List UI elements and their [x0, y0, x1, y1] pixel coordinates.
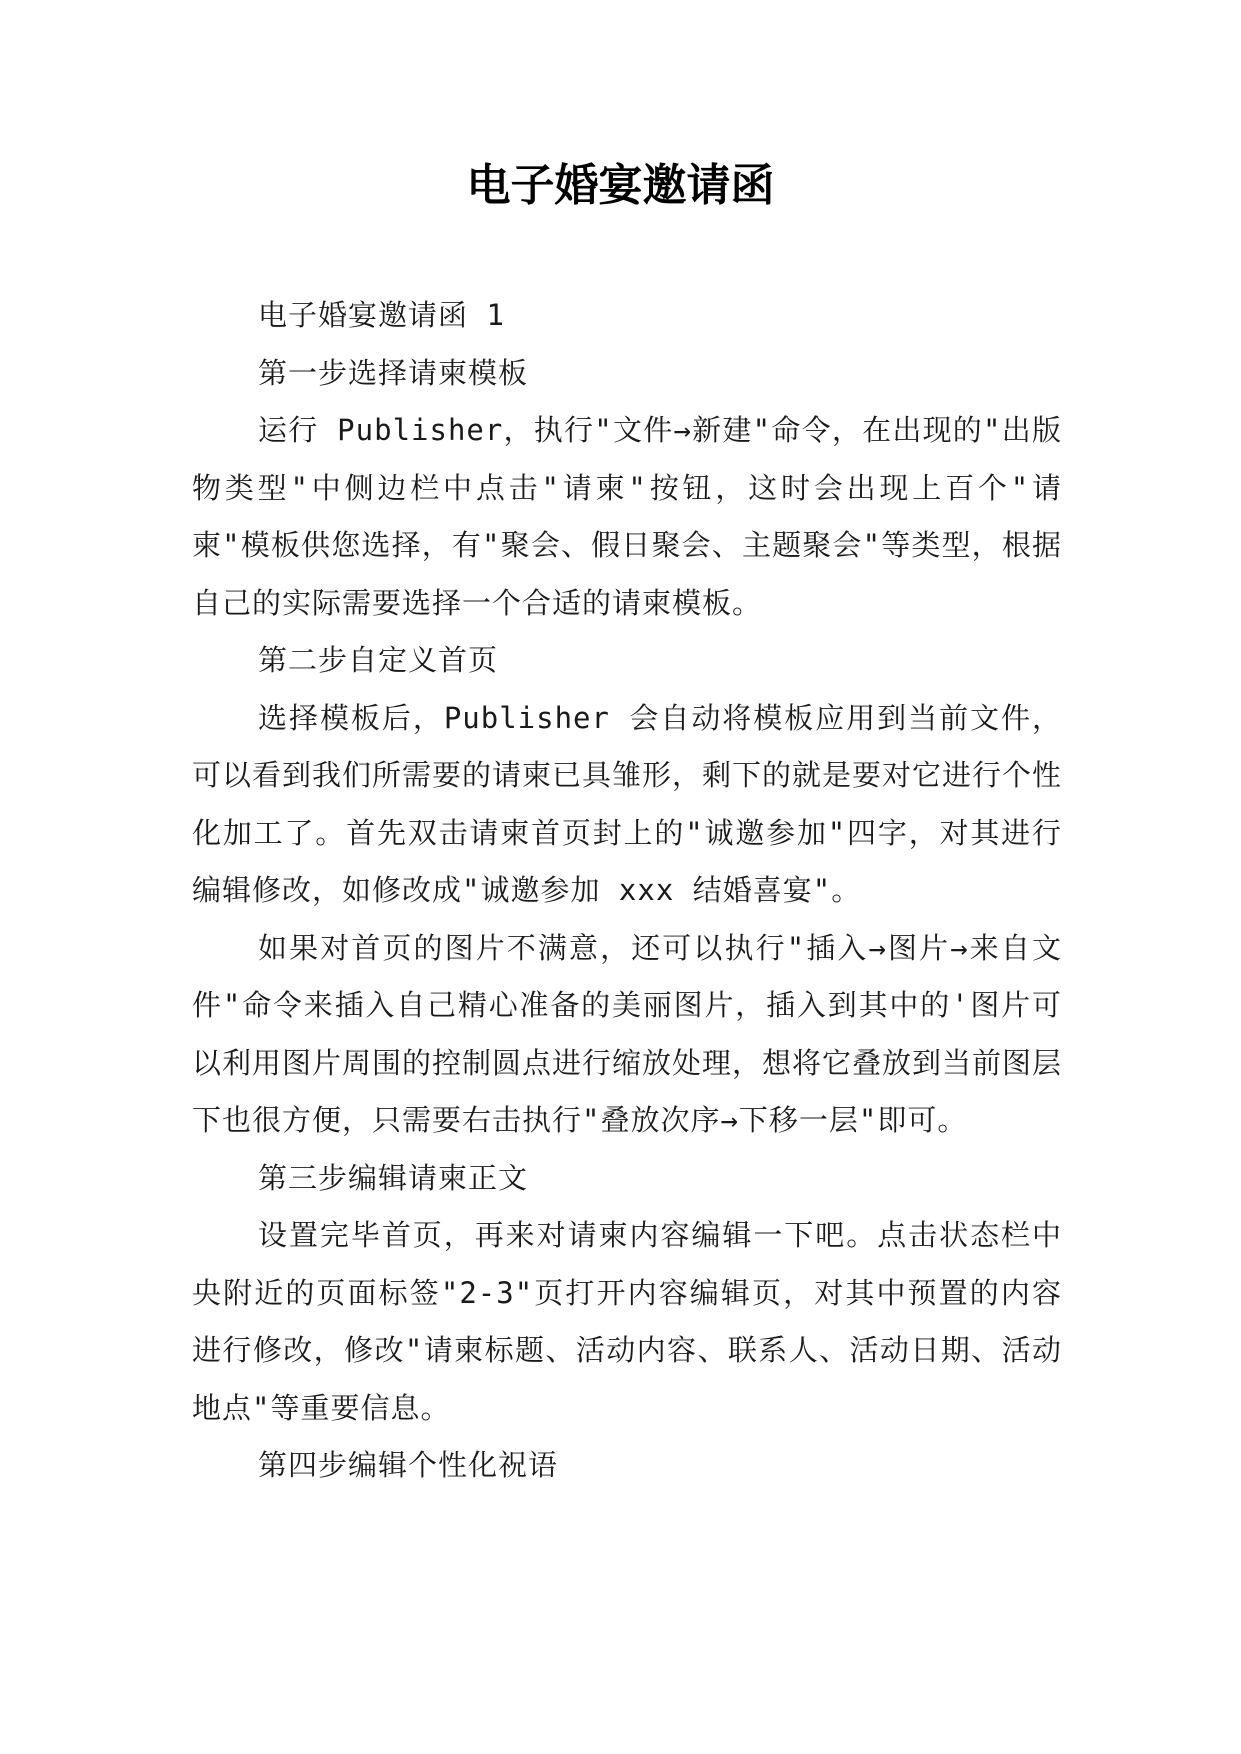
paragraph: 设置完毕首页，再来对请柬内容编辑一下吧。点击状态栏中央附近的页面标签"2-3"页打开内容编辑页，对其中预置的内容进行修改，修改"请柬标题、活动内容、联系人、活动日期、活动地点"等重要信息。 [192, 1218, 1062, 1425]
step-heading: 第一步选择请柬模板 [258, 355, 529, 390]
document-title: 电子婚宴邀请函 [466, 160, 775, 211]
paragraph: 运行 Publisher，执行"文件→新建"命令，在出现的"出版物类型"中侧边栏中点击"请柬"按钮，这时会出现上百个"请柬"模板供您选择，有"聚会、假日聚会、主题聚会"等类型，根据自己的实际需要选择一个合适的请柬模板。 [192, 413, 1062, 620]
step-heading: 第四步编辑个性化祝语 [258, 1448, 559, 1482]
step-heading: 第三步编辑请柬正文 [258, 1160, 529, 1195]
paragraph: 如果对首页的图片不满意，还可以执行"插入→图片→来自文件"命令来插入自己精心准备的美丽图片，插入到其中的'图片可以利用图片周围的控制圆点进行缩放处理，想将它叠放到当前图层下也很方便，只需要右击执行"叠放次序→下移一层"即可。 [192, 930, 1063, 1137]
document-body [192, 287, 1062, 1495]
paragraph-heading: 电子婚宴邀请函 1 [258, 298, 505, 332]
paragraph: 选择模板后，Publisher 会自动将模板应用到当前文件，可以看到我们所需要的请柬已具雏形，剩下的就是要对它进行个性化加工了。首先双击请柬首页封上的"诚邀参加"四字，对其进行编辑修改，如修改成"诚邀参加 xxx 结婚喜宴"。 [192, 700, 1063, 907]
step-heading: 第二步自定义首页 [258, 643, 499, 677]
